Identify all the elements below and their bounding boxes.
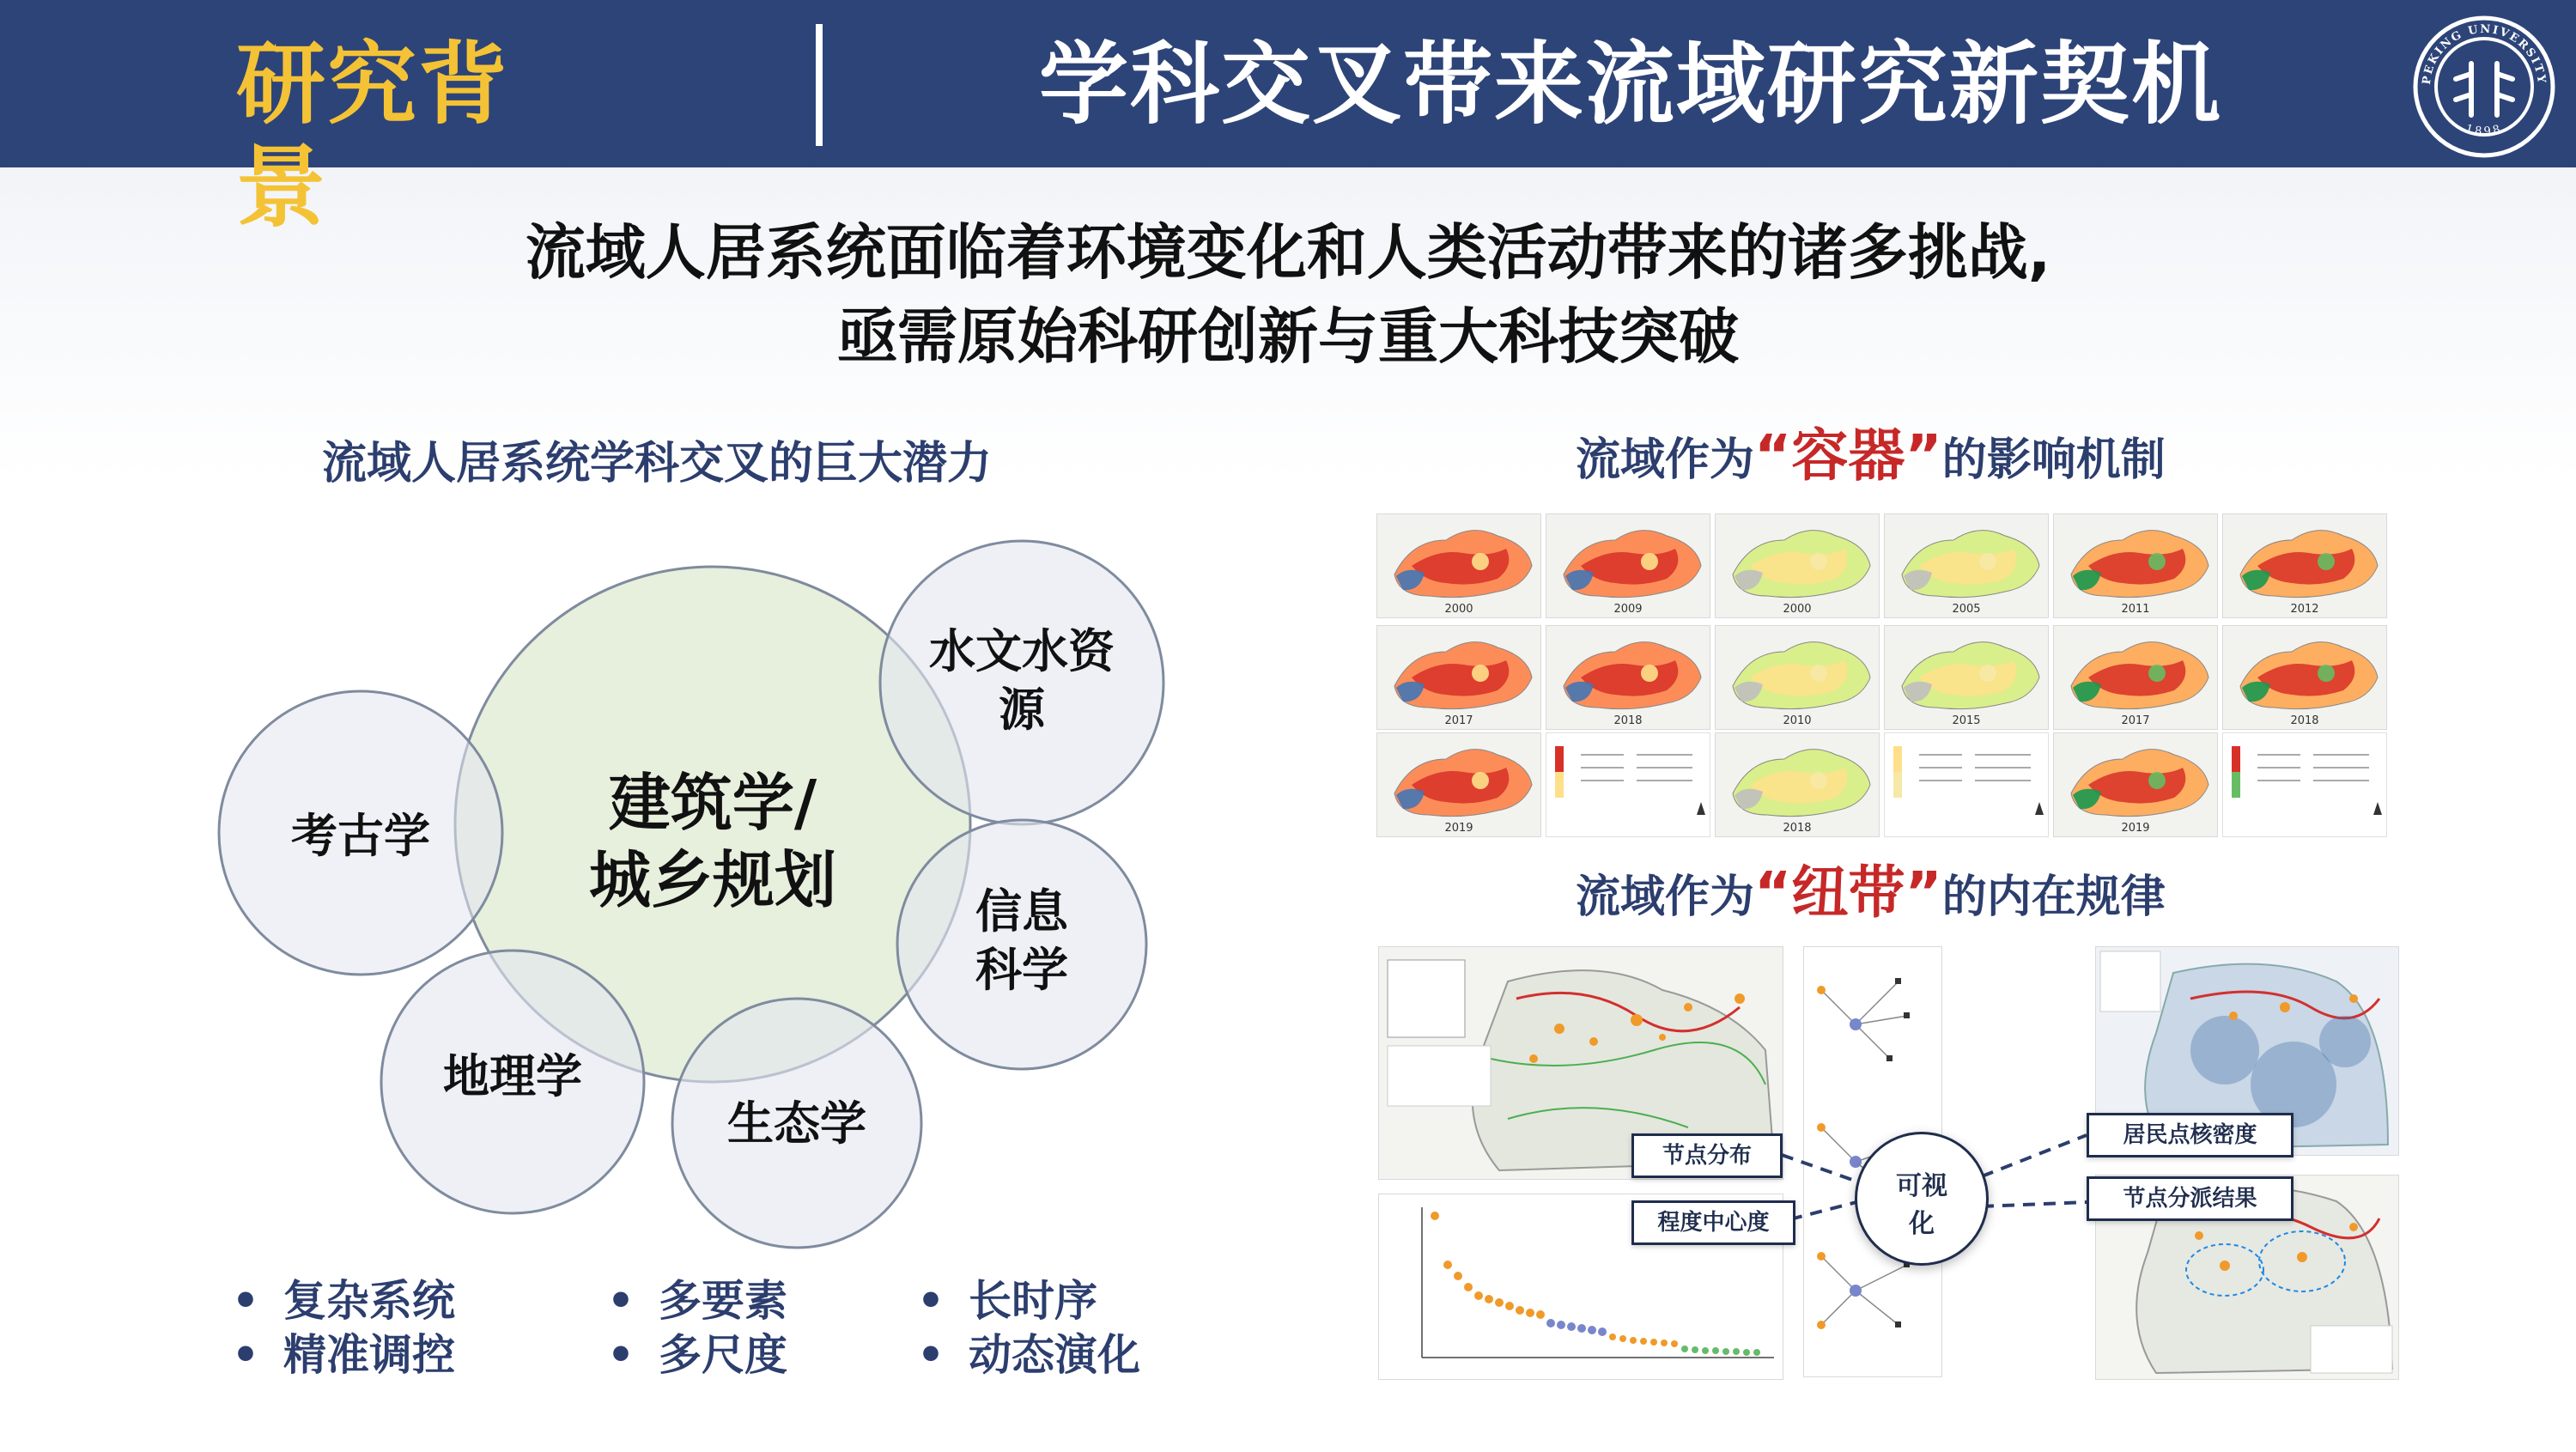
map-year-label: 2012 [2290,603,2319,616]
bullet-list-item: • 长时序 [917,1276,1097,1326]
map-year-label: 2019 [2121,822,2150,835]
map-year-label: 2017 [2121,714,2150,727]
map-year-label: 2018 [1783,822,1812,835]
map-year-label: 2000 [1444,603,1473,616]
header-right-title: 学科交叉带来流域研究新契机 [1039,32,2223,137]
logo-text: PEKING UNIVERSITY [2420,22,2549,86]
main-statement-line2: 亟需原始科研创新与重大科技突破 [837,301,1739,372]
node-distribution-callout: 节点分布 [1631,1133,1783,1178]
map-year-label: 2017 [1444,714,1473,727]
bullet-list-item: • 多尺度 [607,1330,787,1380]
left-section-title: 流域人居系统学科交叉的巨大潜力 [322,438,993,489]
main-statement-line1: 流域人居系统面临着环境变化和人类活动带来的诸多挑战, [525,217,2051,288]
header-left-title: 研究背景 [236,32,510,240]
map-year-label: 2019 [1444,822,1473,835]
logo-year: 1898 [2464,122,2505,139]
venn-label-architecture: 建筑学/ 城乡规划 [588,767,836,916]
map-year-label: 2018 [2290,714,2319,727]
map-year-label: 2018 [1613,714,1643,727]
map-year-label: 2005 [1952,603,1981,616]
bullet-list-item: • 多要素 [607,1276,787,1326]
container-mechanism-title: 流域作为“容器”的影响机制 [1576,422,2166,489]
venn-label-archaeology: 考古学 [291,809,430,863]
bullet-list-item: • 动态演化 [917,1330,1140,1380]
map-year-label: 2009 [1613,603,1643,616]
degree-centrality-callout: 程度中心度 [1631,1200,1795,1245]
map-year-label: 2011 [2121,603,2150,616]
node-assignment-callout: 节点分派结果 [2087,1176,2293,1221]
map-year-label: 2000 [1783,603,1812,616]
visualization-hub: 可视 化 [1855,1132,1989,1266]
map-year-label: 2015 [1952,714,1981,727]
venn-label-geography: 地理学 [443,1049,582,1103]
bullet-list-item: • 精准调控 [232,1330,455,1380]
bullet-list-item: • 复杂系统 [232,1276,455,1326]
link-mechanism-title: 流域作为“纽带”的内在规律 [1576,860,2166,926]
settlement-density-callout: 居民点核密度 [2087,1113,2293,1157]
venn-label-hydrology: 水文水资 源 [929,624,1115,737]
map-year-label: 2010 [1783,714,1812,727]
venn-label-information: 信息 科学 [975,884,1068,997]
venn-label-ecology: 生态学 [727,1097,866,1151]
